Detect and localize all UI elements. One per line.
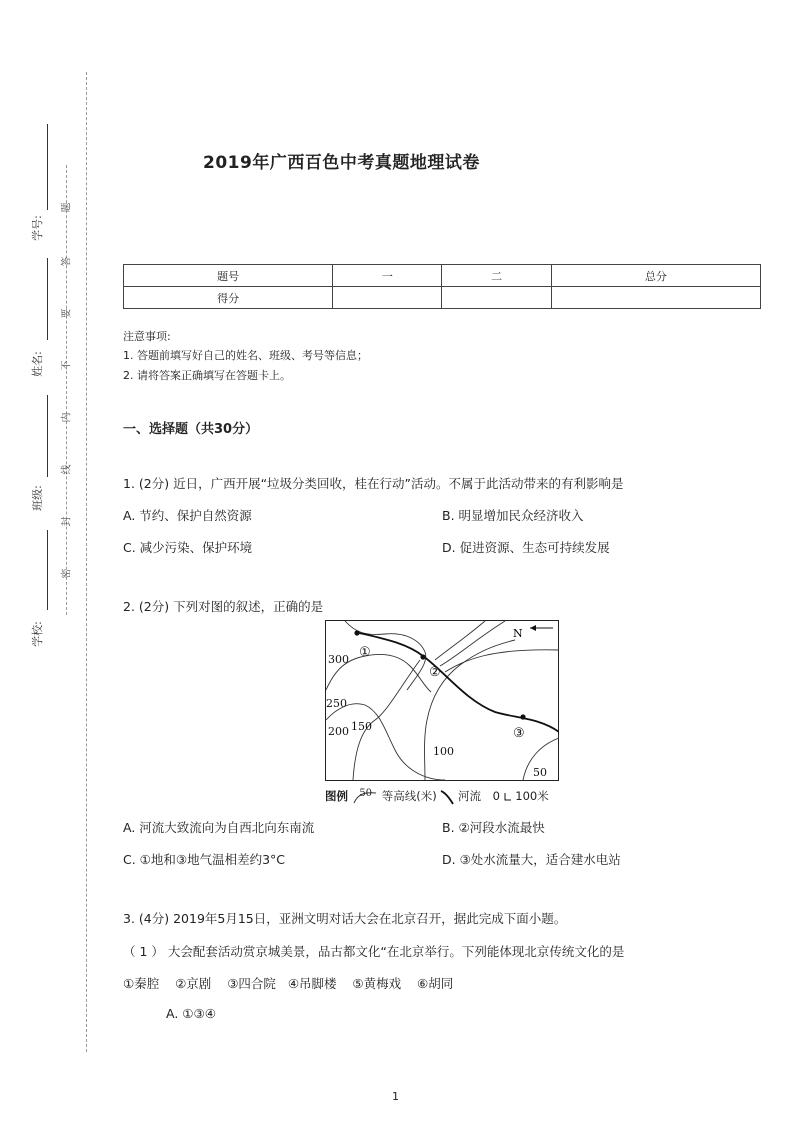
question-1-option-a[interactable]: A. 节约、保护自然资源	[123, 508, 252, 523]
binding-line-2	[47, 258, 48, 340]
notice-item: 2. 请将答案正确填写在答题卡上。	[123, 369, 291, 382]
question-3-stem: 3. (4分) 2019年5月15日，亚洲文明对话大会在北京召开，据此完成下面小题。	[123, 911, 567, 926]
score-cell[interactable]	[442, 287, 551, 309]
question-2-stem: 2. (2分) 下列对图的叙述，正确的是	[123, 599, 324, 614]
binding-line-top	[47, 124, 48, 210]
school-label: 学校:	[30, 621, 44, 647]
question-2-option-b[interactable]: B. ②河段水流最快	[442, 820, 545, 835]
point-marker-1	[354, 630, 359, 635]
point-label-2: ②	[429, 665, 441, 680]
legend-contour-value: 50	[359, 788, 373, 799]
fold-dashed-line	[86, 72, 87, 1052]
question-3-choices: ①秦腔 ②京剧 ③四合院 ④吊脚楼 ⑤黄梅戏 ⑥胡同	[123, 976, 454, 991]
map-legend	[325, 788, 549, 805]
north-label: N	[513, 627, 523, 640]
seal-char: 封	[61, 516, 73, 527]
seal-dashed-line	[66, 165, 67, 615]
seal-char: 不	[61, 360, 73, 371]
contour-label: 100	[433, 745, 454, 758]
contour-label: 300	[328, 653, 349, 666]
table-row	[124, 265, 761, 287]
legend-river-icon	[440, 789, 454, 805]
seal-char: 内	[61, 412, 73, 423]
table-header-cell: 总分	[551, 265, 760, 287]
point-label-3: ③	[513, 726, 525, 741]
question-2-option-a[interactable]: A. 河流大致流向为自西北向东南流	[123, 820, 315, 835]
question-3-sub1: （ 1 ） 大会配套活动赏京城美景，品古都文化“在北京举行。下列能体现北京传统文化的是	[123, 944, 625, 959]
contour-map	[325, 620, 559, 781]
binding-line-4	[47, 530, 48, 610]
point-marker-2	[420, 654, 425, 659]
score-cell[interactable]	[333, 287, 442, 309]
legend-label: 图例	[325, 789, 348, 803]
page-title: 2019年广西百色中考真题地理试卷	[203, 153, 480, 173]
contour-label: 200	[328, 725, 349, 738]
table-header-cell: 一	[333, 265, 442, 287]
legend-contour-text: 等高线(米)	[381, 789, 437, 803]
question-1-option-c[interactable]: C. 减少污染、保护环境	[123, 540, 253, 555]
question-1-option-b[interactable]: B. 明显增加民众经济收入	[442, 508, 584, 523]
score-table	[123, 264, 761, 309]
student-id-label: 学号:	[30, 215, 44, 241]
score-cell[interactable]	[551, 287, 760, 309]
legend-river-text: 河流	[458, 789, 481, 803]
table-row	[124, 287, 761, 309]
seal-char: 答	[61, 256, 73, 267]
seal-char: 密	[61, 568, 73, 579]
question-2-option-d[interactable]: D. ③处水流量大，适合建水电站	[442, 852, 621, 867]
question-1-stem: 1. (2分) 近日，广西开展“垃圾分类回收，桂在行动”活动。不属于此活动带来的有利影响是	[123, 476, 624, 491]
notice-item: 1. 答题前填写好自己的姓名、班级、考号等信息；	[123, 349, 368, 362]
seal-char: 要	[61, 308, 73, 319]
binding-line-3	[47, 395, 48, 477]
question-2-option-c[interactable]: C. ①地和③地气温相差约3°C	[123, 852, 286, 867]
notice-heading: 注意事项:	[123, 330, 171, 343]
table-row-label: 得分	[124, 287, 333, 309]
table-header-cell: 题号	[124, 265, 333, 287]
legend-scale-text: 100米	[515, 789, 549, 803]
name-label: 姓名:	[30, 351, 44, 377]
page-number: 1	[392, 1090, 399, 1103]
legend-scale-bar	[504, 792, 512, 802]
contour-label: 150	[351, 720, 372, 733]
contour-label: 250	[326, 697, 347, 710]
point-marker-3	[520, 714, 525, 719]
seal-char: 线	[61, 464, 73, 475]
seal-char: 题	[61, 202, 73, 213]
section-heading: 一、选择题（共30分）	[123, 422, 259, 437]
question-1-option-d[interactable]: D. 促进资源、生态可持续发展	[442, 540, 610, 555]
class-label: 班级:	[30, 485, 44, 511]
legend-scale-zero: 0	[492, 789, 500, 803]
table-header-cell: 二	[442, 265, 551, 287]
point-label-1: ①	[359, 645, 371, 660]
question-3-option-a[interactable]: A. ①③④	[166, 1006, 216, 1021]
contour-label: 50	[533, 766, 547, 779]
